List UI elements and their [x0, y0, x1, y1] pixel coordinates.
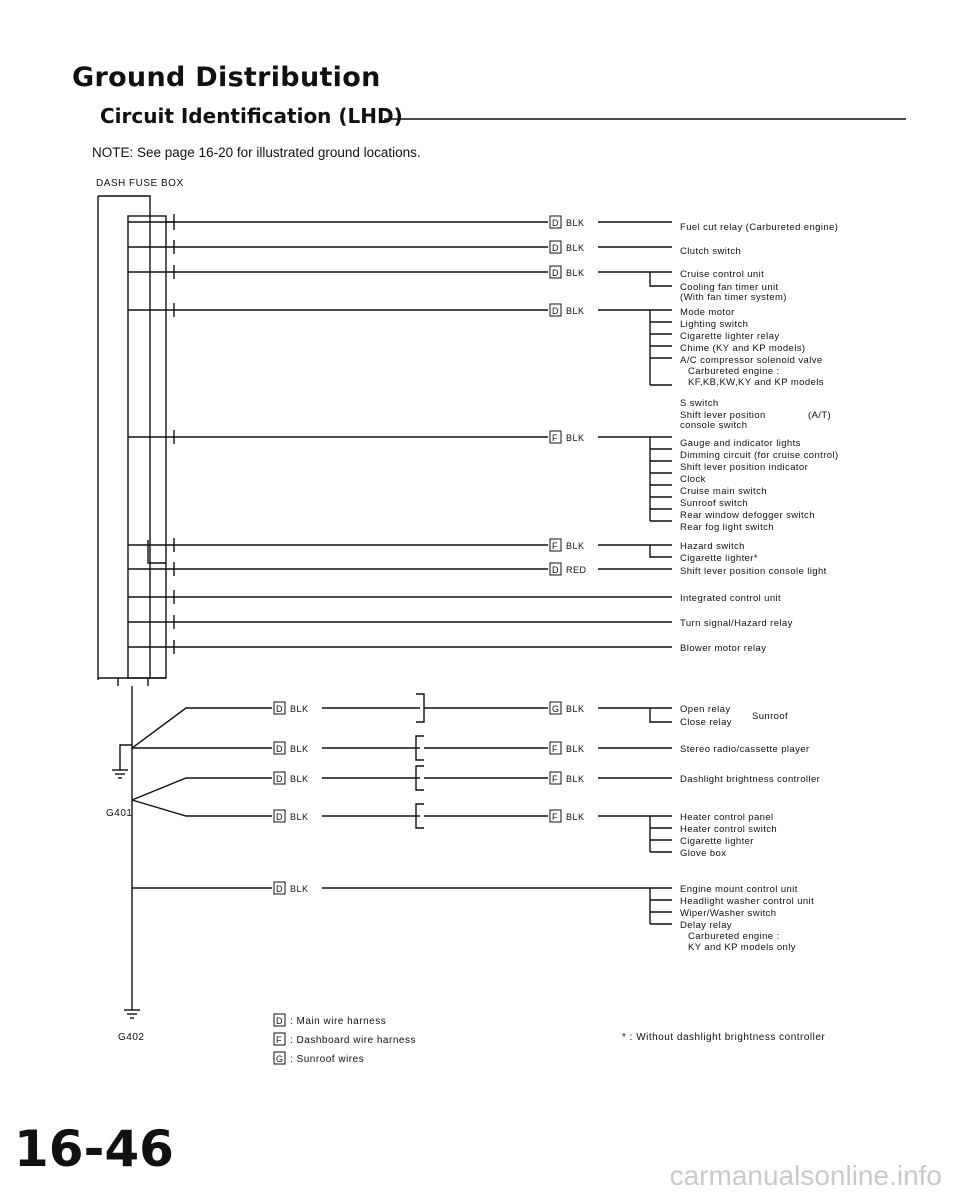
legend-code: F — [276, 1035, 282, 1045]
component-label: Cruise main switch — [680, 486, 767, 497]
connector-code: D — [276, 884, 283, 894]
legend-code: D — [276, 1016, 283, 1026]
component-label: console switch — [680, 420, 748, 431]
component-label: Mode motor — [680, 307, 735, 318]
component-label: A/C compressor solenoid valve — [680, 355, 823, 366]
wire-color: BLK — [566, 774, 585, 784]
component-label: Cigarette lighter* — [680, 553, 758, 564]
component-label: Chime (KY and KP models) — [680, 343, 806, 354]
component-label: Shift lever position console light — [680, 566, 827, 577]
component-label: Rear window defogger switch — [680, 510, 815, 521]
component-label: Clutch switch — [680, 246, 742, 257]
component-label: Heater control switch — [680, 824, 778, 835]
component-label: Rear fog light switch — [680, 522, 774, 533]
component-label: Sunroof switch — [680, 498, 748, 509]
component-label: Engine mount control unit — [680, 884, 798, 895]
component-label: Carbureted engine : — [688, 366, 780, 377]
lower-component-labels — [680, 704, 820, 953]
connector-code: F — [552, 774, 558, 784]
wire-color: BLK — [290, 812, 309, 822]
component-label: Glove box — [680, 848, 727, 859]
component-label: Fuel cut relay (Carbureted engine) — [680, 222, 839, 233]
ground-label-g402: G402 — [118, 1032, 145, 1043]
wire-color: RED — [566, 565, 587, 575]
connector-code: G — [552, 704, 560, 714]
fuse-box-label: DASH FUSE BOX — [96, 178, 184, 189]
connector-code: F — [552, 541, 558, 551]
component-label: Shift lever position — [680, 410, 766, 421]
legend-text: : Main wire harness — [290, 1016, 387, 1027]
connector-code: D — [276, 812, 283, 822]
upper-connectors — [550, 216, 587, 575]
harness-legend — [274, 1014, 416, 1065]
connector-code: D — [552, 218, 559, 228]
connector-code: D — [276, 744, 283, 754]
wire-color: BLK — [290, 774, 309, 784]
wire-color: BLK — [566, 812, 585, 822]
component-label: Open relay — [680, 704, 731, 715]
component-label: Heater control panel — [680, 812, 774, 823]
wire-color: BLK — [566, 268, 585, 278]
wire-color: BLK — [566, 541, 585, 551]
component-label: Cigarette lighter — [680, 836, 754, 847]
wire-color: BLK — [566, 704, 585, 714]
watermark: carmanualsonline.info — [669, 1160, 942, 1191]
connector-code: F — [552, 744, 558, 754]
component-label: Dashlight brightness controller — [680, 774, 821, 785]
connector-code: D — [552, 243, 559, 253]
connector-code: D — [552, 565, 559, 575]
component-label: Stereo radio/cassette player — [680, 744, 810, 755]
component-label: Clock — [680, 474, 706, 485]
connector-code: D — [552, 306, 559, 316]
component-label: Shift lever position indicator — [680, 462, 809, 473]
wire-color: BLK — [566, 744, 585, 754]
component-label: (A/T) — [808, 410, 832, 421]
note-text: NOTE: See page 16-20 for illustrated ground locations. — [92, 145, 421, 160]
component-label: Carbureted engine : — [688, 931, 780, 942]
wire-color: BLK — [566, 218, 585, 228]
connector-code: D — [552, 268, 559, 278]
legend-text: : Dashboard wire harness — [290, 1035, 416, 1046]
connector-code: D — [276, 704, 283, 714]
component-label: KY and KP models only — [688, 942, 796, 953]
component-label: Hazard switch — [680, 541, 745, 552]
wire-color: BLK — [290, 884, 309, 894]
component-label: S switch — [680, 398, 719, 409]
legend-text: : Sunroof wires — [290, 1054, 365, 1065]
wire-color: BLK — [566, 433, 585, 443]
component-label: Dimming circuit (for cruise control) — [680, 450, 839, 461]
lower-connectors — [274, 702, 585, 894]
component-label: Cruise control unit — [680, 269, 765, 280]
component-label: Sunroof — [752, 711, 789, 722]
upper-component-labels — [680, 222, 839, 654]
connector-code: F — [552, 433, 558, 443]
component-label: Integrated control unit — [680, 593, 782, 604]
wire-color: BLK — [566, 306, 585, 316]
page-number: 16-46 — [14, 1120, 174, 1178]
footnote: * : Without dashlight brightness controller — [622, 1032, 826, 1043]
component-label: Blower motor relay — [680, 643, 767, 654]
connector-code: D — [276, 774, 283, 784]
component-label: Gauge and indicator lights — [680, 438, 801, 449]
component-label: Cooling fan timer unit — [680, 282, 779, 293]
component-label: Cigarette lighter relay — [680, 331, 780, 342]
component-label: (With fan timer system) — [680, 292, 787, 303]
component-label: Delay relay — [680, 920, 732, 931]
wire-color: BLK — [290, 744, 309, 754]
wire-color: BLK — [566, 243, 585, 253]
component-label: KF,KB,KW,KY and KP models — [688, 377, 824, 388]
component-label: Wiper/Washer switch — [680, 908, 777, 919]
component-label: Turn signal/Hazard relay — [680, 618, 793, 629]
page-title: Ground Distribution — [72, 62, 381, 93]
connector-code: F — [552, 812, 558, 822]
component-label: Close relay — [680, 717, 732, 728]
ground-label-g401: G401 — [106, 808, 133, 819]
component-label: Headlight washer control unit — [680, 896, 815, 907]
section-subtitle: Circuit Identification (LHD) — [100, 104, 403, 128]
legend-code: G — [276, 1054, 284, 1064]
wire-color: BLK — [290, 704, 309, 714]
component-label: Lighting switch — [680, 319, 749, 330]
